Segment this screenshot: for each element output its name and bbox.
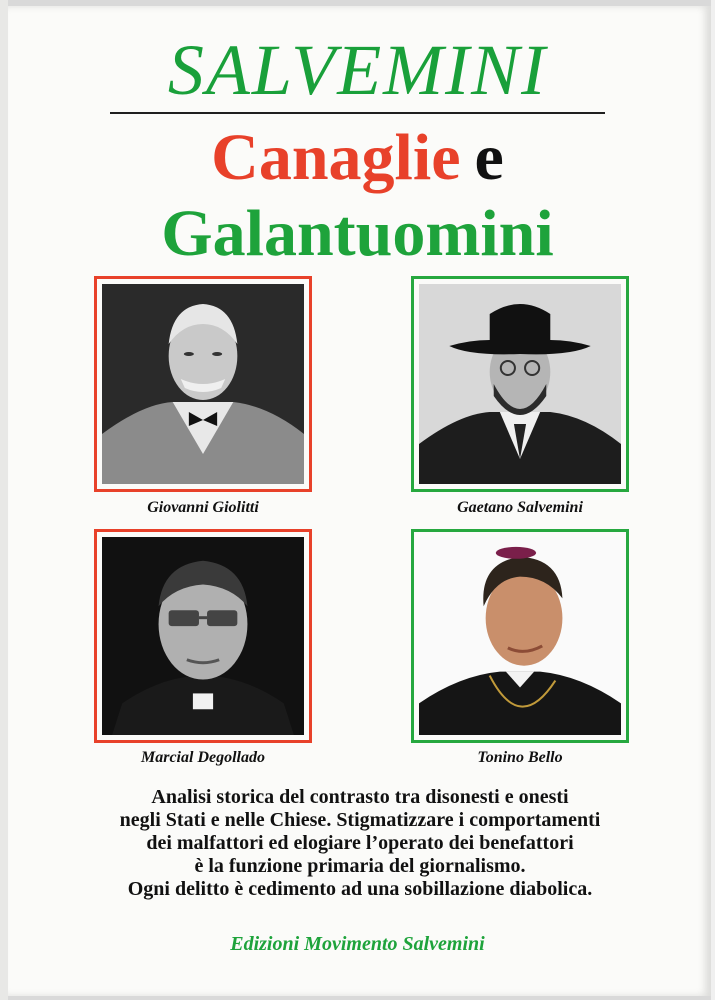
- description: [40, 786, 680, 901]
- description-line: è la funzione primaria del giornalismo.: [194, 855, 526, 877]
- portrait-frame-giolitti: [94, 276, 312, 492]
- description-line: Analisi storica del contrasto tra disonesti e onesti: [151, 786, 569, 808]
- title-word-canaglie: Canaglie: [211, 121, 461, 194]
- title-conjunction: e: [474, 121, 504, 194]
- caption-salvemini: Gaetano Salvemini: [457, 499, 583, 516]
- title-word-galantuomini: Galantuomini: [161, 197, 554, 270]
- portrait-photo-degollado: [102, 537, 304, 735]
- portrait-frame-bello: [411, 529, 629, 743]
- portrait-photo-salvemini: [419, 284, 621, 484]
- title-underline: [110, 112, 605, 114]
- publisher-name: Edizioni Movimento Salvemini: [230, 933, 485, 955]
- caption-degollado: Marcial Degollado: [141, 749, 265, 766]
- portrait-photo-giolitti: [102, 284, 304, 484]
- portrait-frame-salvemini: [411, 276, 629, 492]
- caption-bello: Tonino Bello: [477, 749, 563, 766]
- description-line: negli Stati e nelle Chiese. Stigmatizzare i comportamenti: [119, 809, 601, 831]
- portrait-frame-degollado: [94, 529, 312, 743]
- title-line-1: [0, 120, 715, 196]
- description-line: dei malfattori ed elogiare l’operato dei benefattori: [146, 832, 574, 854]
- portrait-photo-bello: [419, 537, 621, 735]
- caption-giolitti: Giovanni Giolitti: [147, 499, 259, 516]
- author-title: SALVEMINI: [167, 30, 548, 110]
- description-line: Ogni delitto è cedimento ad una sobillazione diabolica.: [127, 878, 593, 900]
